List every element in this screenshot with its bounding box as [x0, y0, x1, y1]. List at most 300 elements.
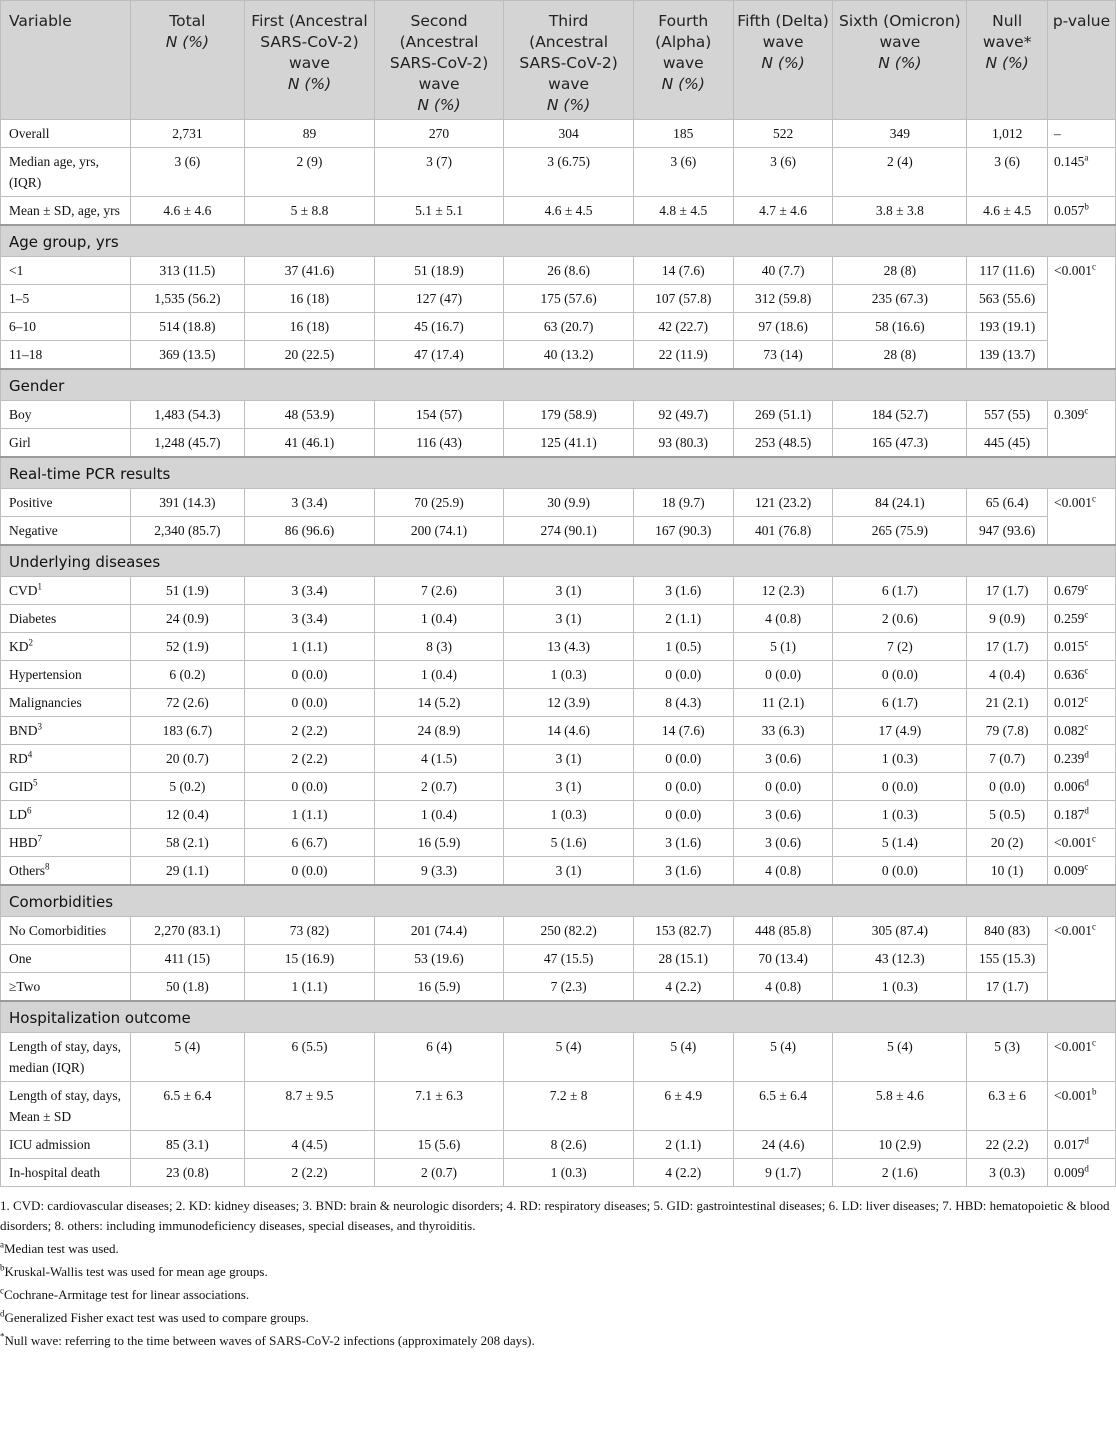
- table-row: [1, 801, 1116, 829]
- table-cell: 5 (1): [733, 633, 833, 661]
- footnote-c-text: Cochrane-Armitage test for linear associations.: [4, 1287, 250, 1302]
- table-cell: 1 (0.3): [504, 801, 634, 829]
- table-cell: 9 (0.9): [967, 605, 1048, 633]
- table-cell: 47 (15.5): [504, 945, 634, 973]
- table-row: [1, 285, 1116, 313]
- table-cell: 17 (4.9): [833, 717, 967, 745]
- table-body: [1, 120, 1116, 1187]
- table-cell: 312 (59.8): [733, 285, 833, 313]
- table-cell: 41 (46.1): [245, 429, 375, 458]
- table-cell: 24 (8.9): [374, 717, 504, 745]
- footnote-c: [0, 1285, 1116, 1305]
- table-cell: 2 (1.1): [633, 1131, 733, 1159]
- p-value-footnote-mark: c: [1084, 581, 1089, 592]
- p-value-footnote-mark: c: [1084, 665, 1089, 676]
- row-label-text: CVD: [9, 583, 38, 598]
- table-cell: 3 (1): [504, 773, 634, 801]
- table-cell: 22 (11.9): [633, 341, 733, 370]
- row-label: [1, 633, 131, 661]
- table-cell: 840 (83): [967, 917, 1048, 945]
- table-cell: 2 (4): [833, 148, 967, 197]
- p-value-cell: [1047, 120, 1115, 148]
- table-cell: 121 (23.2): [733, 489, 833, 517]
- table-cell: 1,012: [967, 120, 1048, 148]
- p-value-cell: [1047, 197, 1115, 226]
- table-cell: 305 (87.4): [833, 917, 967, 945]
- table-row: [1, 773, 1116, 801]
- table-cell: 22 (2.2): [967, 1131, 1048, 1159]
- table-cell: 4 (0.4): [967, 661, 1048, 689]
- table-cell: 3 (6): [633, 148, 733, 197]
- row-label: [1, 401, 131, 429]
- p-value-footnote-mark: c: [1084, 609, 1089, 620]
- row-label-text: RD: [9, 751, 28, 766]
- table-cell: 30 (9.9): [504, 489, 634, 517]
- table-cell: 274 (90.1): [504, 517, 634, 546]
- table-cell: 5.8 ± 4.6: [833, 1082, 967, 1131]
- p-value-text: 0.187: [1053, 807, 1085, 822]
- table-cell: 16 (18): [245, 285, 375, 313]
- table-cell: 16 (5.9): [374, 829, 504, 857]
- table-cell: 0 (0.0): [833, 773, 967, 801]
- table-cell: 165 (47.3): [833, 429, 967, 458]
- row-label-text: Overall: [9, 126, 50, 141]
- p-value-cell: [1047, 717, 1115, 745]
- footnote-a-text: Median test was used.: [4, 1241, 119, 1256]
- table-cell: 52 (1.9): [130, 633, 245, 661]
- p-value-text: 0.082: [1053, 723, 1085, 738]
- p-value-text: <0.001: [1053, 835, 1092, 850]
- table-cell: 33 (6.3): [733, 717, 833, 745]
- table-cell: 86 (96.6): [245, 517, 375, 546]
- header-first-title: First (Ancestral SARS-CoV-2) wave: [251, 12, 368, 72]
- row-label-text: Hypertension: [9, 667, 82, 682]
- header-third-title: Third (Ancestral SARS-CoV-2) wave: [519, 12, 618, 93]
- table-cell: 3 (6.75): [504, 148, 634, 197]
- row-label-text: Girl: [9, 435, 31, 450]
- table-cell: 3 (0.6): [733, 801, 833, 829]
- table-row: [1, 313, 1116, 341]
- table-cell: 349: [833, 120, 967, 148]
- table-cell: 3 (1.6): [633, 857, 733, 886]
- header-variable-text: Variable: [9, 12, 72, 30]
- p-value-text: 0.006: [1053, 779, 1085, 794]
- table-row: [1, 1082, 1116, 1131]
- p-value-text: 0.012: [1053, 695, 1085, 710]
- table-cell: 125 (41.1): [504, 429, 634, 458]
- table-cell: 1 (0.4): [374, 661, 504, 689]
- header-null-unit: N (%): [985, 54, 1029, 72]
- section-title: Underlying diseases: [1, 545, 1116, 577]
- table-cell: 0 (0.0): [833, 661, 967, 689]
- header-fifth-wave: [733, 1, 833, 120]
- row-label: [1, 257, 131, 285]
- table-cell: 6 (6.7): [245, 829, 375, 857]
- row-label-text: <1: [9, 263, 24, 278]
- table-row: [1, 429, 1116, 458]
- section-title: Hospitalization outcome: [1, 1001, 1116, 1033]
- footnote-b-text: Kruskal-Wallis test was used for mean age groups.: [4, 1264, 268, 1279]
- row-label-footnote-mark: 8: [45, 861, 50, 872]
- table-cell: 0 (0.0): [833, 857, 967, 886]
- table-cell: 3 (0.3): [967, 1159, 1048, 1187]
- table-cell: 3 (3.4): [245, 605, 375, 633]
- table-cell: 235 (67.3): [833, 285, 967, 313]
- p-value-text: 0.145: [1053, 154, 1085, 169]
- table-cell: 4 (4.5): [245, 1131, 375, 1159]
- table-cell: 5 (4): [504, 1033, 634, 1082]
- header-second-unit: N (%): [417, 96, 461, 114]
- table-cell: 2,270 (83.1): [130, 917, 245, 945]
- table-cell: 70 (25.9): [374, 489, 504, 517]
- table-cell: 0 (0.0): [245, 661, 375, 689]
- table-cell: 2 (2.2): [245, 717, 375, 745]
- table-cell: 24 (0.9): [130, 605, 245, 633]
- row-label-text: ICU admission: [9, 1137, 91, 1152]
- footnote-b: [0, 1262, 1116, 1282]
- table-row: [1, 973, 1116, 1002]
- table-cell: 4 (0.8): [733, 857, 833, 886]
- table-cell: 84 (24.1): [833, 489, 967, 517]
- table-cell: 37 (41.6): [245, 257, 375, 285]
- row-label-footnote-mark: 5: [33, 777, 38, 788]
- table-cell: 3 (6): [130, 148, 245, 197]
- row-label: [1, 945, 131, 973]
- p-value-footnote-mark: d: [1084, 1135, 1089, 1146]
- table-cell: 15 (16.9): [245, 945, 375, 973]
- table-cell: 72 (2.6): [130, 689, 245, 717]
- p-value-text: 0.239: [1053, 751, 1085, 766]
- table-cell: 401 (76.8): [733, 517, 833, 546]
- p-value-footnote-mark: d: [1084, 805, 1089, 816]
- table-cell: 7 (2): [833, 633, 967, 661]
- table-cell: 10 (2.9): [833, 1131, 967, 1159]
- row-label-footnote-mark: 6: [27, 805, 32, 816]
- table-cell: 2 (1.1): [633, 605, 733, 633]
- row-label-text: BND: [9, 723, 38, 738]
- table-cell: 2 (0.7): [374, 773, 504, 801]
- p-value-cell: [1047, 1082, 1115, 1131]
- table-cell: 2,731: [130, 120, 245, 148]
- table-cell: 3 (0.6): [733, 829, 833, 857]
- footnote-a-mark: a: [0, 1239, 4, 1250]
- table-cell: 14 (4.6): [504, 717, 634, 745]
- table-cell: 1,248 (45.7): [130, 429, 245, 458]
- table-row: [1, 257, 1116, 285]
- table-row: [1, 341, 1116, 370]
- header-sixth-wave: [833, 1, 967, 120]
- row-label-text: Median age, yrs, (IQR): [9, 154, 99, 190]
- table-cell: 3 (7): [374, 148, 504, 197]
- table-cell: 16 (5.9): [374, 973, 504, 1002]
- table-cell: 155 (15.3): [967, 945, 1048, 973]
- table-cell: 0 (0.0): [245, 857, 375, 886]
- table-cell: 139 (13.7): [967, 341, 1048, 370]
- table-cell: 369 (13.5): [130, 341, 245, 370]
- table-cell: 3 (3.4): [245, 577, 375, 605]
- footnote-null-wave-text: Null wave: referring to the time between waves of SARS-CoV-2 infections (approximately 208 days).: [4, 1333, 535, 1348]
- p-value-footnote-mark: a: [1084, 152, 1089, 163]
- table-cell: 6.5 ± 6.4: [733, 1082, 833, 1131]
- table-cell: 43 (12.3): [833, 945, 967, 973]
- p-value-cell: [1047, 917, 1115, 1002]
- table-cell: 7.2 ± 8: [504, 1082, 634, 1131]
- row-label-footnote-mark: 2: [28, 637, 33, 648]
- header-third-wave: [504, 1, 634, 120]
- p-value-text: –: [1053, 126, 1061, 141]
- table-cell: 185: [633, 120, 733, 148]
- row-label-text: No Comorbidities: [9, 923, 107, 938]
- table-cell: 12 (2.3): [733, 577, 833, 605]
- p-value-text: 0.009: [1053, 1165, 1085, 1180]
- table-cell: 5 (0.5): [967, 801, 1048, 829]
- table-cell: 5 (1.6): [504, 829, 634, 857]
- table-row: [1, 489, 1116, 517]
- table-cell: 153 (82.7): [633, 917, 733, 945]
- footnote-d-mark: d: [0, 1308, 5, 1319]
- table-cell: 8 (3): [374, 633, 504, 661]
- table-cell: 445 (45): [967, 429, 1048, 458]
- table-cell: 5 (3): [967, 1033, 1048, 1082]
- table-cell: 5 (1.4): [833, 829, 967, 857]
- table-cell: 4 (1.5): [374, 745, 504, 773]
- table-cell: 58 (16.6): [833, 313, 967, 341]
- table-cell: 48 (53.9): [245, 401, 375, 429]
- row-label: [1, 148, 131, 197]
- p-value-cell: [1047, 689, 1115, 717]
- p-value-footnote-mark: c: [1084, 861, 1089, 872]
- table-cell: 3 (6): [967, 148, 1048, 197]
- table-row: [1, 917, 1116, 945]
- row-label-text: Boy: [9, 407, 32, 422]
- footnote-abbreviations: 1. CVD: cardiovascular diseases; 2. KD: kidney diseases; 3. BND: brain & neurologic disorders; 4. RD: respiratory diseases; 5. GID: gastrointestinal diseases; 6. LD: liver diseases; 7. HBD: hematopoietic & blood disorders; 8. others: including immunodeficiency diseases, special diseases, and thyroiditis.: [0, 1198, 1110, 1233]
- table-cell: 3 (1.6): [633, 577, 733, 605]
- p-value-cell: [1047, 745, 1115, 773]
- table-cell: 0 (0.0): [633, 661, 733, 689]
- table-cell: 4 (2.2): [633, 1159, 733, 1187]
- p-value-footnote-mark: c: [1091, 833, 1096, 844]
- table-cell: 3 (3.4): [245, 489, 375, 517]
- row-label: [1, 917, 131, 945]
- table-cell: 20 (2): [967, 829, 1048, 857]
- header-variable: [1, 1, 131, 120]
- row-label: [1, 517, 131, 546]
- row-label-text: In-hospital death: [9, 1165, 101, 1180]
- table-cell: 947 (93.6): [967, 517, 1048, 546]
- table-cell: 51 (18.9): [374, 257, 504, 285]
- row-label-text: KD: [9, 639, 29, 654]
- table-cell: 4.7 ± 4.6: [733, 197, 833, 226]
- table-row: [1, 605, 1116, 633]
- table-cell: 2 (2.2): [245, 1159, 375, 1187]
- table-cell: 253 (48.5): [733, 429, 833, 458]
- p-value-cell: [1047, 857, 1115, 886]
- footnote-b-mark: b: [0, 1262, 5, 1273]
- table-row: [1, 1033, 1116, 1082]
- section-header-row: [1, 369, 1116, 401]
- table-cell: 4 (2.2): [633, 973, 733, 1002]
- table-cell: 3 (1): [504, 577, 634, 605]
- row-label-footnote-mark: 3: [37, 721, 43, 732]
- p-value-text: <0.001: [1053, 495, 1092, 510]
- row-label-text: Positive: [9, 495, 53, 510]
- table-row: [1, 1159, 1116, 1187]
- row-label: [1, 773, 131, 801]
- p-value-cell: [1047, 401, 1115, 458]
- table-cell: 16 (18): [245, 313, 375, 341]
- table-cell: 9 (3.3): [374, 857, 504, 886]
- section-header-row: [1, 545, 1116, 577]
- table-cell: 391 (14.3): [130, 489, 245, 517]
- p-value-cell: [1047, 1033, 1115, 1082]
- table-cell: 4.6 ± 4.5: [504, 197, 634, 226]
- header-first-wave: [245, 1, 375, 120]
- p-value-text: 0.679: [1053, 583, 1085, 598]
- p-value-cell: [1047, 633, 1115, 661]
- p-value-text: 0.017: [1053, 1137, 1085, 1152]
- header-third-unit: N (%): [546, 96, 591, 114]
- table-cell: 1 (0.3): [833, 801, 967, 829]
- row-label-text: 6–10: [9, 319, 36, 334]
- table-cell: 1 (1.1): [245, 633, 375, 661]
- table-cell: 3.8 ± 3.8: [833, 197, 967, 226]
- p-value-cell: [1047, 605, 1115, 633]
- table-cell: 6 (0.2): [130, 661, 245, 689]
- p-value-footnote-mark: c: [1084, 637, 1089, 648]
- row-label-text: Malignancies: [9, 695, 82, 710]
- table-cell: 127 (47): [374, 285, 504, 313]
- p-value-cell: [1047, 257, 1115, 370]
- footnote-c-mark: c: [0, 1285, 4, 1296]
- table-cell: 0 (0.0): [967, 773, 1048, 801]
- row-label-footnote-mark: 7: [37, 833, 43, 844]
- p-value-text: <0.001: [1053, 1088, 1092, 1103]
- p-value-text: 0.309: [1053, 407, 1085, 422]
- table-cell: 4 (0.8): [733, 605, 833, 633]
- row-label: [1, 120, 131, 148]
- table-cell: 1 (0.3): [504, 661, 634, 689]
- table-cell: 10 (1): [967, 857, 1048, 886]
- table-cell: 28 (15.1): [633, 945, 733, 973]
- footnote-d: [0, 1308, 1116, 1328]
- table-cell: 79 (7.8): [967, 717, 1048, 745]
- p-value-text: <0.001: [1053, 923, 1092, 938]
- p-value-cell: [1047, 1159, 1115, 1187]
- table-cell: 250 (82.2): [504, 917, 634, 945]
- table-row: [1, 717, 1116, 745]
- p-value-footnote-mark: c: [1084, 721, 1089, 732]
- table-cell: 167 (90.3): [633, 517, 733, 546]
- p-value-cell: [1047, 1131, 1115, 1159]
- table-cell: 4 (0.8): [733, 973, 833, 1002]
- p-value-cell: [1047, 773, 1115, 801]
- row-label: [1, 1082, 131, 1131]
- table-cell: 6.5 ± 6.4: [130, 1082, 245, 1131]
- table-cell: 8 (2.6): [504, 1131, 634, 1159]
- table-cell: 522: [733, 120, 833, 148]
- table-cell: 1 (0.4): [374, 605, 504, 633]
- table-cell: 5 (4): [733, 1033, 833, 1082]
- table-cell: 117 (11.6): [967, 257, 1048, 285]
- table-cell: 1 (0.3): [504, 1159, 634, 1187]
- table-cell: 200 (74.1): [374, 517, 504, 546]
- p-value-text: 0.057: [1053, 203, 1085, 218]
- table-header: [1, 1, 1116, 120]
- table-row: [1, 577, 1116, 605]
- row-label-text: Others: [9, 863, 45, 878]
- table-row: [1, 745, 1116, 773]
- section-header-row: [1, 457, 1116, 489]
- section-title: Real-time PCR results: [1, 457, 1116, 489]
- table-cell: 50 (1.8): [130, 973, 245, 1002]
- table-cell: 51 (1.9): [130, 577, 245, 605]
- header-total: [130, 1, 245, 120]
- header-fifth-unit: N (%): [761, 54, 805, 72]
- table-cell: 89: [245, 120, 375, 148]
- table-cell: 4.8 ± 4.5: [633, 197, 733, 226]
- table-cell: 85 (3.1): [130, 1131, 245, 1159]
- table-cell: 24 (4.6): [733, 1131, 833, 1159]
- row-label-text: One: [9, 951, 32, 966]
- table-cell: 65 (6.4): [967, 489, 1048, 517]
- p-value-footnote-mark: b: [1091, 1086, 1097, 1097]
- table-cell: 23 (0.8): [130, 1159, 245, 1187]
- table-cell: 0 (0.0): [633, 745, 733, 773]
- header-row: [1, 1, 1116, 120]
- table-cell: 448 (85.8): [733, 917, 833, 945]
- table-footnotes: [0, 1187, 1116, 1351]
- p-value-cell: [1047, 661, 1115, 689]
- table-cell: 0 (0.0): [633, 773, 733, 801]
- header-total-title: Total: [169, 12, 206, 30]
- p-value-cell: [1047, 148, 1115, 197]
- table-cell: 12 (3.9): [504, 689, 634, 717]
- table-cell: 17 (1.7): [967, 633, 1048, 661]
- table-cell: 2,340 (85.7): [130, 517, 245, 546]
- row-label: [1, 341, 131, 370]
- table-row: [1, 829, 1116, 857]
- row-label-text: Length of stay, days, median (IQR): [9, 1039, 121, 1075]
- section-header-row: [1, 225, 1116, 257]
- p-value-footnote-mark: c: [1091, 921, 1096, 932]
- table-cell: 4.6 ± 4.5: [967, 197, 1048, 226]
- table-cell: 6 (1.7): [833, 689, 967, 717]
- table-cell: 6.3 ± 6: [967, 1082, 1048, 1131]
- header-p-value: [1047, 1, 1115, 120]
- header-total-unit: N (%): [165, 33, 210, 51]
- row-label: [1, 717, 131, 745]
- table-cell: 3 (1): [504, 745, 634, 773]
- table-cell: 5.1 ± 5.1: [374, 197, 504, 226]
- row-label-text: Length of stay, days, Mean ± SD: [9, 1088, 121, 1124]
- row-label: [1, 1131, 131, 1159]
- table-cell: 7 (2.3): [504, 973, 634, 1002]
- table-cell: 5 (4): [833, 1033, 967, 1082]
- header-p-value-text: p-value: [1052, 12, 1111, 30]
- row-label: [1, 197, 131, 226]
- p-value-cell: [1047, 801, 1115, 829]
- header-first-unit: N (%): [287, 75, 332, 93]
- row-label: [1, 489, 131, 517]
- table-cell: 514 (18.8): [130, 313, 245, 341]
- table-cell: 14 (7.6): [633, 717, 733, 745]
- row-label-text: Diabetes: [9, 611, 57, 626]
- section-title: Gender: [1, 369, 1116, 401]
- table-cell: 563 (55.6): [967, 285, 1048, 313]
- table-cell: 0 (0.0): [733, 661, 833, 689]
- table-cell: 5 (4): [130, 1033, 245, 1082]
- section-header-row: [1, 1001, 1116, 1033]
